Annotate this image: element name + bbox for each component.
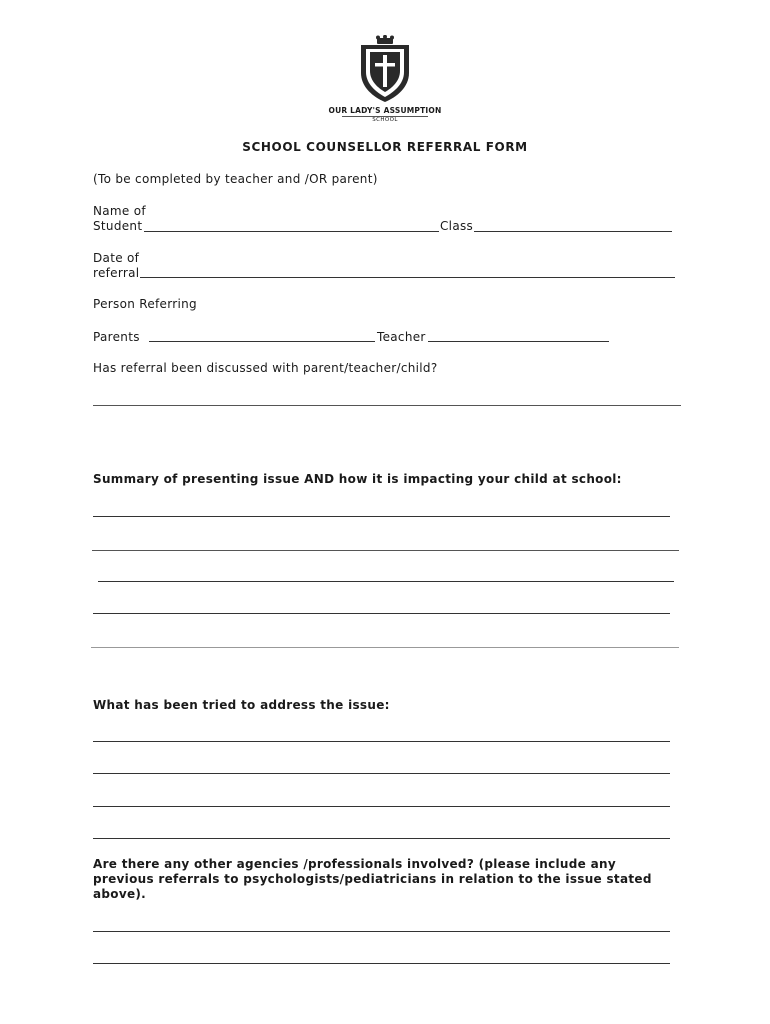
summary-answer-line[interactable] — [93, 516, 670, 517]
class-label: Class — [440, 219, 474, 233]
form-title: SCHOOL COUNSELLOR REFERRAL FORM — [242, 140, 528, 154]
referral-date-field[interactable] — [140, 277, 675, 278]
school-crest-logo — [355, 35, 415, 103]
person-referring-label: Person Referring — [93, 297, 197, 311]
teacher-field[interactable] — [428, 341, 609, 342]
tried-answer-line[interactable] — [93, 806, 670, 807]
summary-answer-line[interactable] — [92, 550, 679, 551]
summary-answer-line[interactable] — [93, 613, 670, 614]
tried-heading: What has been tried to address the issue: — [93, 698, 390, 712]
discussed-question: Has referral been discussed with parent/teacher/child? — [93, 361, 438, 375]
agencies-answer-line[interactable] — [93, 931, 670, 932]
class-field[interactable] — [474, 231, 672, 232]
tried-answer-line[interactable] — [93, 741, 670, 742]
name-label-line2: Student — [93, 219, 143, 233]
student-name-field[interactable] — [144, 231, 439, 232]
agencies-heading-line1: Are there any other agencies /professionals involved? (please include any — [93, 857, 616, 871]
date-label-line1: Date of — [93, 251, 140, 265]
summary-heading: Summary of presenting issue AND how it is impacting your child at school: — [93, 472, 622, 486]
agencies-answer-line[interactable] — [93, 963, 670, 964]
agencies-heading-line2: previous referrals to psychologists/pediatricians in relation to the issue stated — [93, 872, 652, 886]
form-instructions: (To be completed by teacher and /OR parent) — [93, 172, 378, 186]
parents-label: Parents — [93, 330, 144, 344]
agencies-heading-line3: above). — [93, 887, 147, 901]
discussed-answer-line[interactable] — [93, 405, 681, 406]
crown-icon — [376, 35, 394, 44]
school-subtitle: SCHOOL — [372, 117, 398, 123]
summary-answer-line[interactable] — [91, 647, 679, 648]
name-label-line1: Name of — [93, 204, 146, 218]
date-label-line2: referral — [93, 266, 140, 280]
school-name: OUR LADY'S ASSUMPTION — [328, 106, 442, 115]
tried-answer-line[interactable] — [93, 838, 670, 839]
summary-answer-line[interactable] — [98, 581, 674, 582]
tried-answer-line[interactable] — [93, 773, 670, 774]
teacher-label: Teacher — [377, 330, 426, 344]
parents-field[interactable] — [149, 341, 375, 342]
